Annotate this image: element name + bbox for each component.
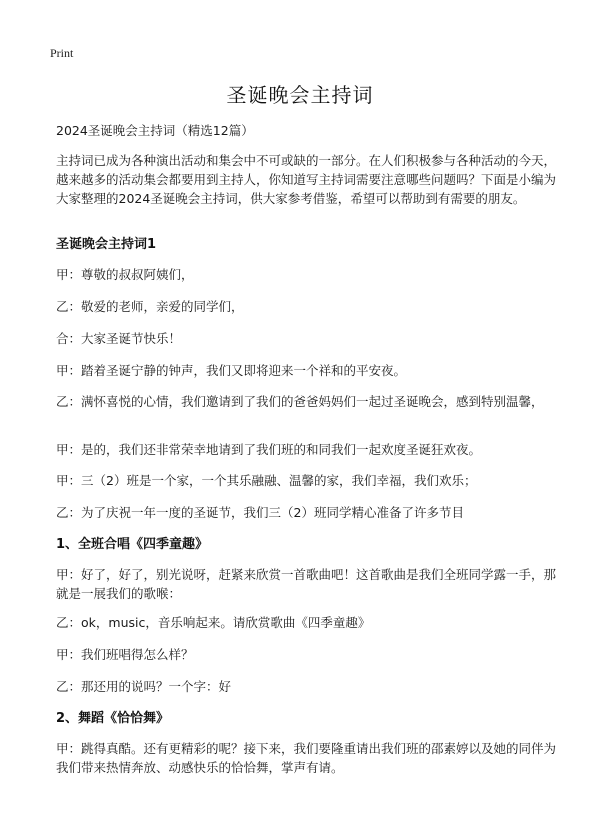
dialogue-line: 甲：尊敬的叔叔阿姨们， — [56, 267, 194, 282]
dialogue-line: 甲：是的，我们还非常荣幸地请到了我们班的和同我们一起欢度圣诞狂欢夜。 — [56, 442, 482, 457]
document-subtitle: 2024圣诞晚会主持词（精选12篇） — [56, 123, 254, 138]
dialogue-line: 乙：满怀喜悦的心情，我们邀请到了我们的爸爸妈妈们一起过圣诞晚会，感到特别温馨， — [56, 394, 544, 409]
dialogue-line: 乙：敬爱的老师，亲爱的同学们， — [56, 299, 244, 314]
program-item-heading: 2、舞蹈《恰恰舞》 — [56, 711, 170, 726]
dialogue-line: 甲：我们班唱得怎么样？ — [56, 647, 194, 662]
section-heading: 圣诞晚会主持词1 — [56, 237, 157, 252]
dialogue-line: 甲：跳得真酷。还有更精彩的呢？接下来，我们要隆重请出我们班的邵素婷以及她的同伴为我们带来热情奔放、动感快乐的恰恰舞，掌声有请。 — [56, 741, 557, 775]
print-link[interactable]: Print — [50, 46, 74, 60]
dialogue-line: 乙：那还用的说吗？一个字：好 — [56, 679, 232, 694]
dialogue-line: 甲：踏着圣诞宁静的钟声，我们又即将迎来一个祥和的平安夜。 — [56, 363, 407, 378]
program-item-heading: 1、全班合唱《四季童趣》 — [56, 537, 209, 552]
dialogue-line: 合：大家圣诞节快乐！ — [56, 331, 182, 346]
dialogue-line: 甲：好了，好了，别光说呀，赶紧来欣赏一首歌曲吧！这首歌曲是我们全班同学露一手，那就是一展我们的歌喉： — [56, 567, 557, 601]
intro-paragraph: 主持词已成为各种演出活动和集会中不可或缺的一部分。在人们积极参与各种活动的今天，越来越多的活动集会都要用到主持人，你知道写主持词需要注意哪些问题吗？下面是小编为大家整理的2024圣诞晚会主持词，供大家参考借鉴，希望可以帮助到有需要的朋友。 — [56, 153, 557, 206]
page-title: 圣诞晚会主持词 — [226, 83, 374, 107]
dialogue-line: 乙：ok，music，音乐响起来。请欣赏歌曲《四季童趣》 — [56, 615, 371, 630]
dialogue-line: 甲：三（2）班是一个家，一个其乐融融、温馨的家，我们幸福，我们欢乐； — [56, 473, 477, 488]
dialogue-line: 乙：为了庆祝一年一度的圣诞节，我们三（2）班同学精心准备了许多节目 — [56, 505, 464, 520]
